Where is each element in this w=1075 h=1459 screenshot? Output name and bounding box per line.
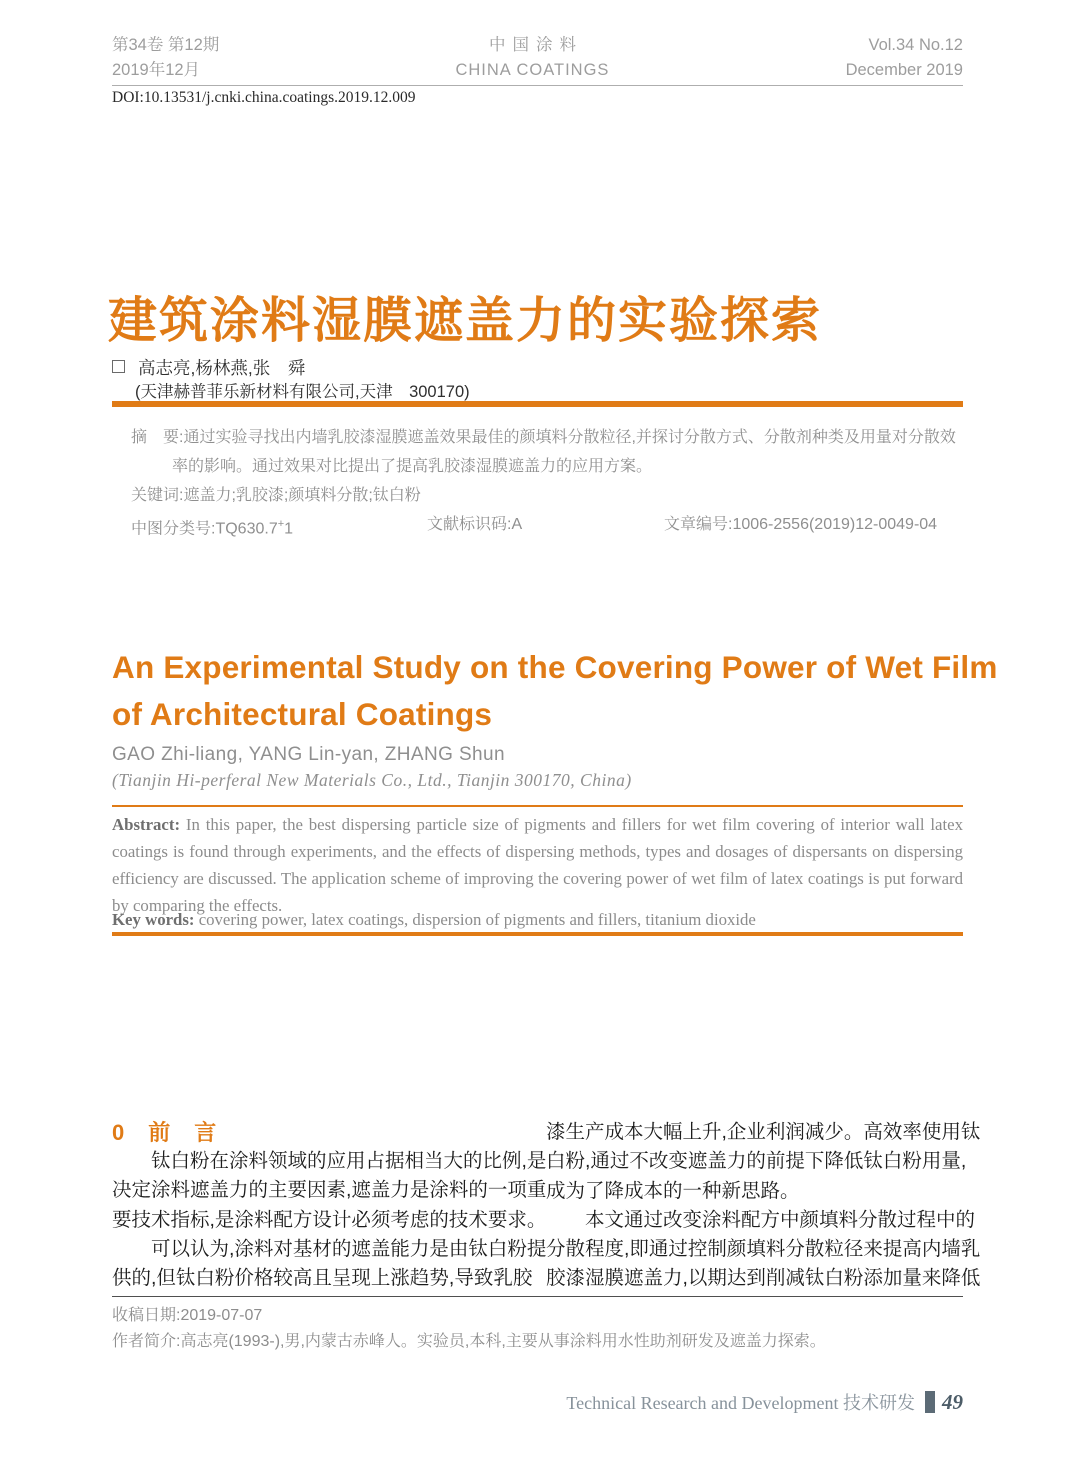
article-title-en-line1: An Experimental Study on the Covering Power of Wet Film (112, 649, 998, 685)
abstract-text-en: In this paper, the best dispersing particle size of pigments and fillers for wet film covering of interior wall latex coatings is found through experiments, and the effects of dispersing methods, types and dosages of dispersants on dispersing efficiency are discussed. The application scheme of improving the covering power of wet film of latex coatings is put forward by comparing the effects. (112, 815, 963, 915)
abstract-label-en: Abstract: (112, 815, 181, 834)
section-heading-intro: 0 前 言 (112, 1120, 218, 1145)
clc-suffix: 1 (284, 520, 294, 538)
abstract-cn-line1 (131, 423, 964, 452)
author-marker-square-icon (112, 360, 125, 373)
intro-right-line: 分散程度,即通过控制颜填料分散粒径来提高内墙乳 (546, 1238, 981, 1261)
footer-section-en: Technical Research and Development (566, 1393, 839, 1413)
clc-value: TQ630.7 (215, 520, 278, 538)
authors-en: GAO Zhi-liang, YANG Lin-yan, ZHANG Shun (112, 744, 505, 765)
journal-name-cn: 中国涂料 (488, 36, 583, 54)
intro-right-line: 本文通过改变涂料配方中颜填料分散过程中的 (546, 1208, 976, 1231)
intro-left-line: 决定涂料遮盖力的主要因素,遮盖力是涂料的一项重 (112, 1179, 547, 1202)
authors-cn (112, 355, 305, 380)
journal-masthead (112, 33, 963, 83)
intro-right-line: 胶漆湿膜遮盖力,以期达到削减钛白粉添加量来降低 (546, 1267, 981, 1290)
abstract-text-cn-1: 通过实验寻找出内墙乳胶漆湿膜遮盖效果最佳的颜填料分散粒径,并探讨分散方式、分散剂种类及用量对分散效 (183, 429, 956, 446)
keywords-label-cn: 关键词: (131, 487, 184, 504)
keywords-cn: 遮盖力;乳胶漆;颜填料分散;钛白粉 (183, 487, 421, 504)
intro-right-line: 漆生产成本大幅上升,企业利润减少。高效率使用钛 (546, 1121, 981, 1143)
header-divider (112, 85, 963, 86)
clc-label: 中图分类号: (131, 520, 216, 538)
clc-number (131, 510, 427, 543)
intro-left-line: 钛白粉在涂料领域的应用占据相当大的比例,是 (112, 1150, 547, 1172)
document-code (427, 510, 664, 543)
footnote-divider (112, 1296, 963, 1297)
affiliation-en: (Tianjin Hi-perferal New Materials Co., Ltd., Tianjin 300170, China) (112, 770, 632, 790)
issue-info-cn (112, 33, 219, 83)
accent-rule-thin (112, 805, 963, 807)
author-bio: 作者简介:高志亮(1993-),男,内蒙古赤峰人。实验员,本科,主要从事涂料用水性助剂研发及遮盖力探索。 (112, 1333, 826, 1350)
date-en: December 2019 (845, 61, 963, 79)
abstract-label-cn: 摘 要: (131, 429, 184, 446)
doc-code-label: 文献标识码: (427, 516, 512, 533)
abstract-cn-line2: 率的影响。通过效果对比提出了提高乳胶漆湿膜遮盖力的应用方案。 (172, 458, 653, 475)
footer-bar-icon (925, 1391, 935, 1413)
intro-right-line: 成为了降成本的一种新思路。 (546, 1179, 800, 1202)
keywords-label-en: Key words: (112, 910, 199, 929)
doc-code-value: A (511, 516, 523, 533)
accent-rule-top (112, 401, 963, 407)
volume-issue-cn: 第34卷 第12期 (112, 36, 220, 54)
intro-column-left (112, 1147, 547, 1293)
page-footer (112, 1389, 963, 1415)
journal-name-en: CHINA COATINGS (455, 61, 610, 79)
article-id-label: 文章编号: (664, 516, 733, 533)
affiliation-cn: (天津赫普菲乐新材料有限公司,天津 300170) (135, 383, 470, 401)
intro-left-line: 可以认为,涂料对基材的遮盖能力是由钛白粉提 (112, 1237, 547, 1260)
clc-superscript: + (277, 518, 285, 530)
intro-left-line: 要技术指标,是涂料配方设计必须考虑的技术要求。 (112, 1208, 547, 1231)
keywords-en-row (112, 910, 963, 930)
footer-section-cn: 技术研发 (843, 1393, 915, 1413)
received-date: 收稿日期:2019-07-07 (112, 1307, 263, 1324)
keywords-en: covering power, latex coatings, dispersion of pigments and fillers, titanium dioxide (198, 910, 756, 929)
article-title-en-line2: of Architectural Coatings (112, 696, 493, 732)
authors-cn-names: 高志亮,杨林燕,张 舜 (138, 358, 306, 378)
classification-row (131, 510, 964, 543)
article-title-en (112, 644, 1012, 738)
accent-rule-bottom (112, 932, 963, 936)
keywords-cn-row (131, 481, 964, 510)
issue-info-en (846, 33, 963, 83)
abstract-en (112, 811, 963, 919)
front-matter-cn (131, 423, 964, 543)
intro-column-right (546, 1118, 981, 1294)
intro-left-line: 供的,但钛白粉价格较高且呈现上涨趋势,导致乳胶 (112, 1267, 533, 1290)
article-title-cn: 建筑涂料湿膜遮盖力的实验探索 (108, 294, 823, 348)
date-cn: 2019年12月 (112, 61, 201, 79)
intro-right-line: 白粉,通过不改变遮盖力的前提下降低钛白粉用量, (546, 1150, 967, 1173)
doi: DOI:10.13531/j.cnki.china.coatings.2019.12.009 (112, 89, 416, 106)
article-id (664, 510, 964, 543)
page-number: 49 (942, 1390, 963, 1414)
journal-name (455, 33, 609, 83)
volume-issue-en: Vol.34 No.12 (868, 36, 963, 54)
article-id-value: 1006-2556(2019)12-0049-04 (732, 516, 938, 533)
